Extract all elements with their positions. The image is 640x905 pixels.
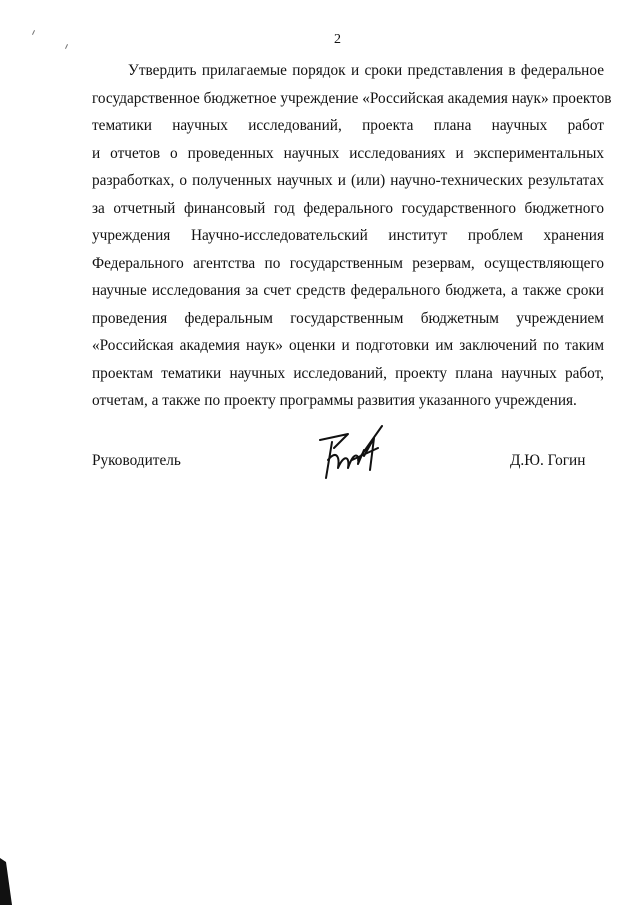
- body-line: Утвердить прилагаемые порядок и сроки представления в федеральное: [128, 62, 604, 79]
- body-line: тематики научных исследований, проекта плана научных работ: [92, 117, 604, 134]
- signatory-role: Руководитель: [92, 452, 181, 469]
- body-line: государственное бюджетное учреждение «Российская академия наук» проектов: [92, 89, 612, 107]
- body-line: и отчетов о проведенных научных исследованиях и экспериментальных: [92, 144, 604, 162]
- body-line: научные исследования за счет средств федерального бюджета, а также сроки: [92, 282, 604, 299]
- body-line: Федерального агентства по государственным резервам, осуществляющего: [92, 254, 604, 272]
- scan-speck: [32, 30, 35, 35]
- page-number: 2: [334, 32, 341, 47]
- body-line: отчетам, а также по проекту программы развития указанного учреждения.: [92, 392, 577, 409]
- body-line: проведения федеральным государственным бюджетным учреждением: [92, 309, 604, 327]
- signatory-name: Д.Ю. Гогин: [510, 452, 586, 469]
- scan-edge-shadow: [0, 858, 16, 905]
- handwritten-signature: [312, 420, 392, 485]
- body-line: учреждения Научно-исследовательский институт проблем хранения: [92, 227, 604, 244]
- body-line: разработках, о полученных научных и (или) научно-технических результатах: [92, 172, 604, 189]
- scan-speck: [65, 44, 68, 49]
- body-line: за отчетный финансовый год федерального государственного бюджетного: [92, 199, 604, 217]
- body-line: «Российская академия наук» оценки и подготовки им заключений по таким: [92, 337, 604, 354]
- body-line: проектам тематики научных исследований, проекту плана научных работ,: [92, 364, 604, 382]
